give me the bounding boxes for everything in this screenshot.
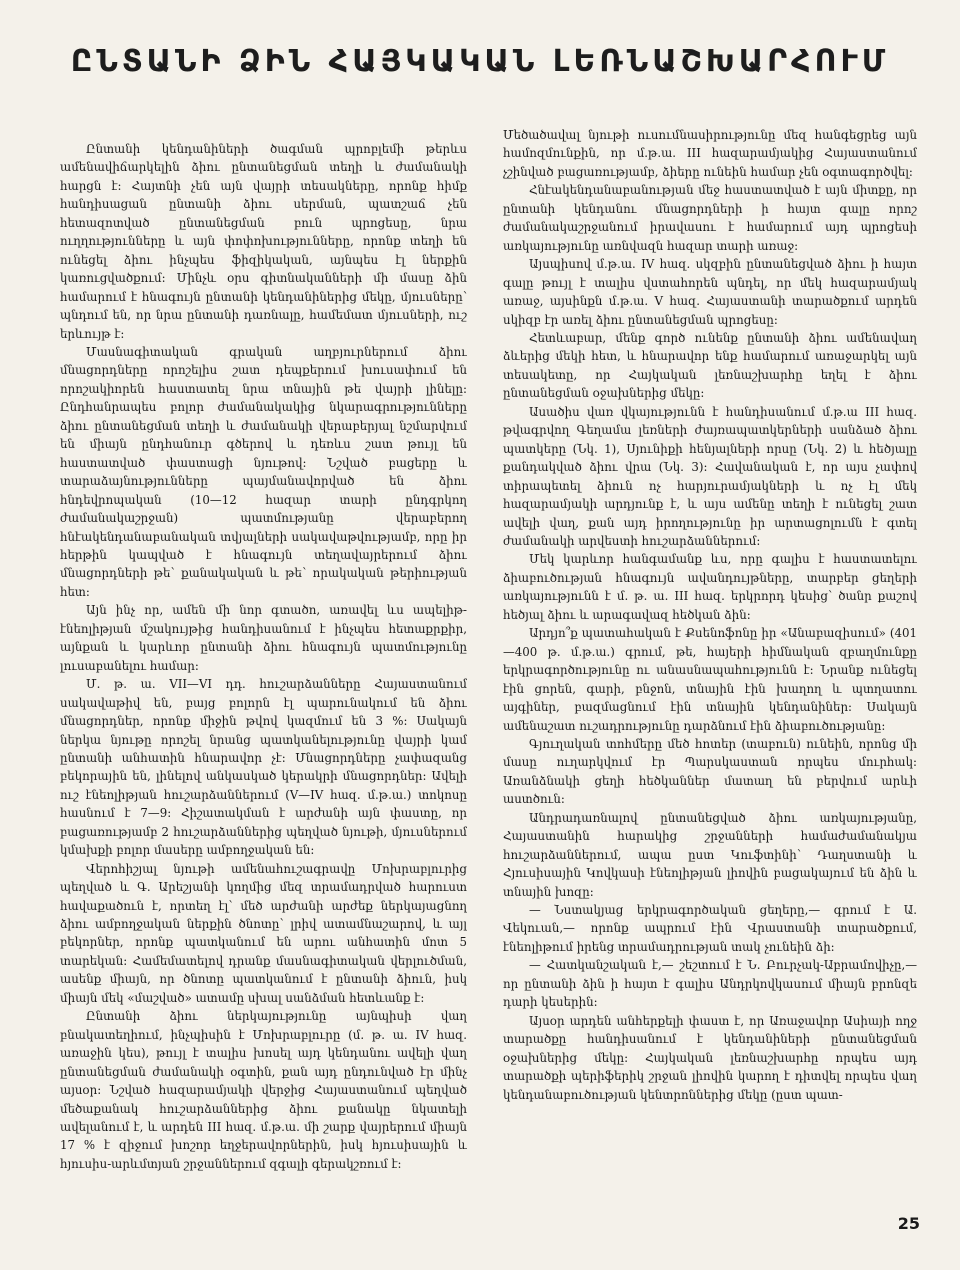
paragraph: Մեկ կարևոր հանգամանք ևս, որը գալիս է հաստատելու ձիաբուծության հնագույն ավանդույթները, տարբեր ցեղերի առկայությունն է մ. թ. ա. III հազ. երկրորդ կեսից՝ ծանր քաշով հեծյալ ձիու և արագավազ հեծկան ձին: (503, 552, 917, 622)
paragraph: Ընտանի կենդանիների ծագման պրոբլեմի թերևս ամենավիճարկելին ձիու ընտանեցման տեղի և ժամանակի հարցն է: Հայտնի չեն այն վայրի տեսակները, որոնք հիմք հանդիսացան ընտանի ձիու սերման, պատշաճ չեն հետազոտված ընտանեցման բուն պրոցեսը, նրա ուղղությունները և այն փոփոխությունները, որոնք տեղի են ունեցել ձիու ինչպես ֆիզիկական, այնպես էլ ներքին կառուցվածքում: Մինչև օրս գիտնականների մի մասը ձին համարում է հնագույն ընտանի կենդանիներից մեկը, մյուսները՝ պնդում են, որ նրա ընտանի դառնալը, համեմատ մյուսների, ուշ երևույթ է: (60, 142, 467, 341)
article-title: ԸՆՏԱՆԻ ՁԻՆ ՀԱՅԿԱԿԱՆ ԼԵՌՆԱՇԽԱՐՀՈՒՄ (70, 44, 890, 79)
paragraph: Անդրադառնալով ընտանեցված ձիու առկայությանը, Հայաստանին հարակից շրջանների համաժամանակյա հուշարձաններում, ապա ըստ Կուֆտինի՝ Դաղստանի և Հյուսիսային Կովկասի էնեոլիթյան լիովին բացակայում են ձին և տնային խոզը: (503, 810, 917, 899)
paragraph: Այն ինչ որ, ամեն մի նոր գտածո, առավել ևս ապելիթ-էնեոլիթյան մշակույթից հանդիսանում է ինչպես հետաքրքիր, այնքան և կարևոր ընտանի ձիու հնագույն պատմությունը լուսաբանելու համար: (60, 603, 467, 673)
paragraph: — Հատկանշական է,— շեշտում է Ն. Բուրչակ-Աբրամովիչը,— որ ընտանի ձին ի հայտ է գալիս Անդրկովկասում միայն բրոնզե դարի կեսերին: (503, 958, 917, 1010)
left-column (60, 140, 467, 1205)
paragraph: Մ. թ. ա. VII—VI դդ. հուշարձանները Հայաստանում սակավաթիվ են, բայց բոլորն էլ պարունակում են ձիու մնացորդներ, որոնք միջին թվով կազմում են 3 %: Սակայն ներկա նյութը որոշել նրանց պատկանելությունը վայրի կամ ընտանի անհատին հնարավոր չէ: Մնացորդները չափազանց բեկորային են, լինելով անկասկած կերակրի մնացորդներ: Ավելի ուշ էնեոլիթյան հուշարձաններում (V—IV հազ. մ.թ.ա.) տոկոսը հասնում է 7—9: Հիշատակման է արժանի այն փաստը, որ բացառությամբ 2 հուշարձաններից պեղված նյութի, մյուսներում կմախքի բոլոր մասերը ամբողջական են: (60, 677, 467, 858)
paragraph: Այսպիսով մ.թ.ա. IV հազ. սկզբին ընտանեցված ձիու ի հայտ գալը թույլ է տալիս վստահորեն պնդել, որ մեկ հազարամյակ առաջ, այսինքն մ.թ.ա. V հազ. Հայաստանի տարածքում արդեն սկիզբ էր առել ձիու ընտանեցման պրոցեսը: (503, 257, 917, 327)
paragraph: Մեծածավալ նյութի ուսումնասիրությունը մեզ հանգեցրեց այն համոզմունքին, որ մ.թ.ա. III հազարամյակից Հայաստանում չշինված բացառությամբ, ձիերը ունեին համար չեն օգտագործվել: (503, 128, 917, 179)
paragraph: Ընտանի ձիու ներկայությունը այնպիսի վաղ բնակատեղիում, ինչպիսին է Մոխրաբլուրը (մ. թ. ա. IV հազ. առաջին կես), թույլ է տալիս խոսել այդ կենդանու ավելի վաղ ընտանեցման ժամանակի օգտին, քան այդ ընդունված էր մինչ այսօր: Նշված հազարամյակի վերջից Հայաստանում պեղված մեծաքանակ հուշարձաններից ձիու քանակը նկատելի ավելանում է, և արդեն III հազ. մ.թ.ա. մի շարք վայրերում միայն 17 % է զիջում խոշոր եղջերավորներին, իսկ հյուսիսային և հյուսիս-արևմտյան շրջաններում զգալի գերակշռում է: (60, 1009, 467, 1171)
paragraph: Այսօր արդեն անհերքելի փաստ է, որ Առաջավոր Ասիայի ողջ տարածքը հանդիսանում է կենդանիների ընտանեցման օջախներից մեկը: Հայկական լեռնաշխարհը որպես այդ տարածքի պերիֆերիկ շրջան լիովին կարող է դիտվել որպես վաղ կենդանաբուծության կենտրոններից մեկը (ըստ պատ- (503, 1013, 917, 1102)
paragraph: Հետևաբար, մենք գործ ունենք ընտանի ձիու ամենավաղ ձևերից մեկի հետ, և հնարավոր ենք համարում առաջարկել այն տեսակետը, որ Հայկական լեռնաշխարհը եղել է ձիու ընտանեցման օջախներից մեկը: (503, 330, 917, 401)
paragraph: — Նստակյաց երկրագործական ցեղերը,— գրում է Ա. Վեկուան,— որոնք ապրում էին Վրաստանի տարածքում, էնեոլիթում իրենց տրամադրության տակ չունեին ձի: (503, 903, 917, 954)
paragraph: Ասածիս վառ վկայությունն է հանդիսանում մ.թ.ա III հազ. թվագրվող Գեղամա լեռների ժայռապատկերների սանձած ձիու պատկերը (Նկ. 1), Սյունիքի հենյալների որսը (Նկ. 2) և հեծյալը քանդակված ձիու վրա (Նկ. 3): Հավանական է, որ այս չափով տիրապետել ձիուն ոչ հարյուրամյակների և ոչ էլ մեկ հազարամյակի արդյունք է, և այս ամենը տեղի է ունեցել շատ ավելի վաղ, քան այդ իրողությունը իր արտացոլումն է գտել ժամանակի արվեստի հուշարձաններում: (503, 404, 917, 548)
right-column (503, 126, 917, 1241)
page-number: 25 (897, 1214, 920, 1233)
paragraph: Մասնագիտական գրական աղբյուրներում ձիու մնացորդները որոշելիս շատ դեպքերում խուսափում են որոշակիորեն հաստատել նրա տնային թե վայրի լինելը: Ընդհանրապես բոլոր ժամանակակից նկարագրությունները ձիու ընտանեցման տեղի և ժամանակի վերաբերյալ նշմարվում են միայն ընդհանուր գծերով և դեռևս շատ թույլ են հաստատված փաստացի նյութով: Նշված բացերը և տարաձայնությունները պայմանավորված են ձիու հնդեվրոպական (10—12 հազար տարի ընդգրկող ժամանակաշրջան) պատմությանը վերաբերող հնէակենդանաբանական տվյալների սակավաթվությամբ, որը իր հերթին կապված է հնագույն տեղավայրերում ձիու մնացորդների թե՝ քանակական և թե՝ որակական թերիության հետ: (60, 344, 467, 599)
paragraph: Հնէակենդանաբանության մեջ հաստատված է այն միտքը, որ ընտանի կենդանու մնացորդների ի հայտ գալը որոշ ժամանակաշրջանում իրավասու է համարում այդ պրոցեսի առկայությունը առնվազն հազար տարի առաջ: (503, 183, 917, 253)
paragraph: Վերոհիշյալ նյութի ամենահուշագրավը Մոխրաբլուրից պեղված և Գ. Արեշյանի կողմից մեզ տրամադրված հարուստ հավաքածուն է, որտեղ էլ՝ մեծ արժանի արժեք ներկայացնող ձիու ամբողջական ներքին ծնոտը՝ լրիվ ատամնաշարով, և այլ բեկորներ, որոնք պատկանում են արու անհատին մոտ 5 տարեկան: Համեմատելով դրանք մասնագիտական վերլուծման, ասենք միայն, որ ծնոտը պատկանում է ընտանի ձիուն, իսկ միայն մեկ «մաշված» ատամը սխալ սանձման հետևանք է: (60, 861, 467, 1005)
paragraph: Արդյո՞ք պատահական է Քսենոֆոնը իր «Անաբազիսում» (401—400 թ. մ.թ.ա.) գրում, թե, հայերի հիմնական զբաղմունքը երկրագործությունը ու անասնապահությունն է: Նրանք ունեցել էին ցորեն, գարի, բնջոն, տնային էին խաղող և պտղատու այգիներ, բազմացնում էին տնային կենդանիներ: Սակայն ամենաշատ ուշադրությունը դարձնում էին ձիաբուծությանը: (503, 626, 917, 733)
paragraph: Գյուղական տոհմերը մեծ հոտեր (տաբուն) ունեին, որոնց մի մասը ուղարկվում էր Պարսկաստան որպես մուրհակ: Առանձնակի ցեղի հեծկաններ մատաղ են բերվում արևի աստծուն: (503, 736, 917, 807)
